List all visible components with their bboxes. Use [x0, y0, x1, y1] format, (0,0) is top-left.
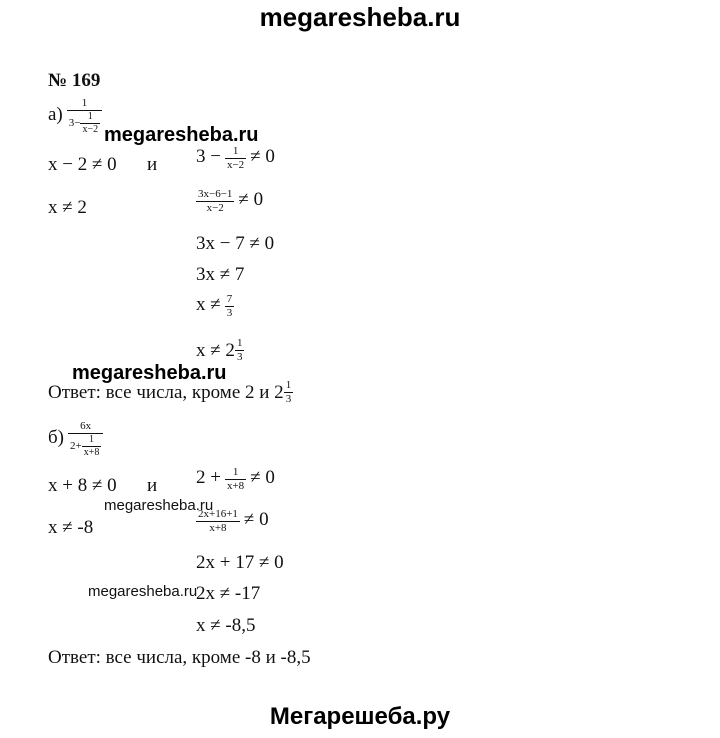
- watermark-2: megaresheba.ru: [72, 362, 227, 384]
- part-a-right-3: 3x − 7 ≠ 0: [196, 233, 275, 254]
- part-b-right-1: 2 + $\frac{1}{x+8}$ ≠ 0: [196, 466, 275, 492]
- part-a-right-1: 3 − $\frac{1}{x-2}$ ≠ 0: [196, 145, 275, 171]
- part-b-label: б): [48, 427, 64, 449]
- part-b-right-3: 2x + 17 ≠ 0: [196, 552, 284, 573]
- part-a-main-fraction: 1 3− $\frac{1}{x-2}$: [67, 98, 102, 135]
- part-b-right-2: $\frac{2x+16+1}{x+8}$ ≠ 0: [198, 508, 269, 534]
- watermark-3: megaresheba.ru: [104, 497, 214, 514]
- part-b-answer: Ответ: все числа, кроме -8 и -8,5: [48, 647, 311, 668]
- part-a-left-1: x − 2 ≠ 0: [48, 154, 117, 175]
- part-a-conjunction: и: [147, 154, 158, 175]
- watermark-1: megaresheba.ru: [104, 124, 259, 146]
- part-b-left-2: x ≠ -8: [48, 517, 94, 538]
- part-b-main-fraction: 6x 2+ $\frac{1}{x+8}$: [68, 421, 103, 458]
- part-a-right-2: $\frac{3x-6-1}{x-2}$ ≠ 0: [198, 188, 264, 214]
- site-footer: Мегарешеба.ру: [269, 703, 451, 730]
- part-a-left-2: x ≠ 2: [48, 197, 87, 218]
- part-b-right-4: 2x ≠ -17: [196, 583, 261, 604]
- part-b-expression: [48, 421, 103, 458]
- part-b-right-5: x ≠ -8,5: [196, 615, 256, 636]
- part-a-right-5: x ≠ $\frac{7}{3}$: [196, 293, 233, 319]
- problem-number: № 169: [48, 70, 101, 91]
- part-b-conjunction: и: [147, 475, 158, 496]
- part-a-label: а): [48, 104, 63, 126]
- part-a-expression: [48, 98, 102, 135]
- part-a-right-6: x ≠ 2 $\frac{1}{3}$: [196, 337, 243, 363]
- part-a-right-4: 3x ≠ 7: [196, 264, 245, 285]
- part-a-answer: Ответ: все числа, кроме 2 и 2 $\frac{1}{3}$: [48, 379, 292, 405]
- site-header: megaresheba.ru: [259, 2, 461, 32]
- watermark-4: megaresheba.ru: [88, 583, 198, 600]
- part-b-left-1: x + 8 ≠ 0: [48, 475, 117, 496]
